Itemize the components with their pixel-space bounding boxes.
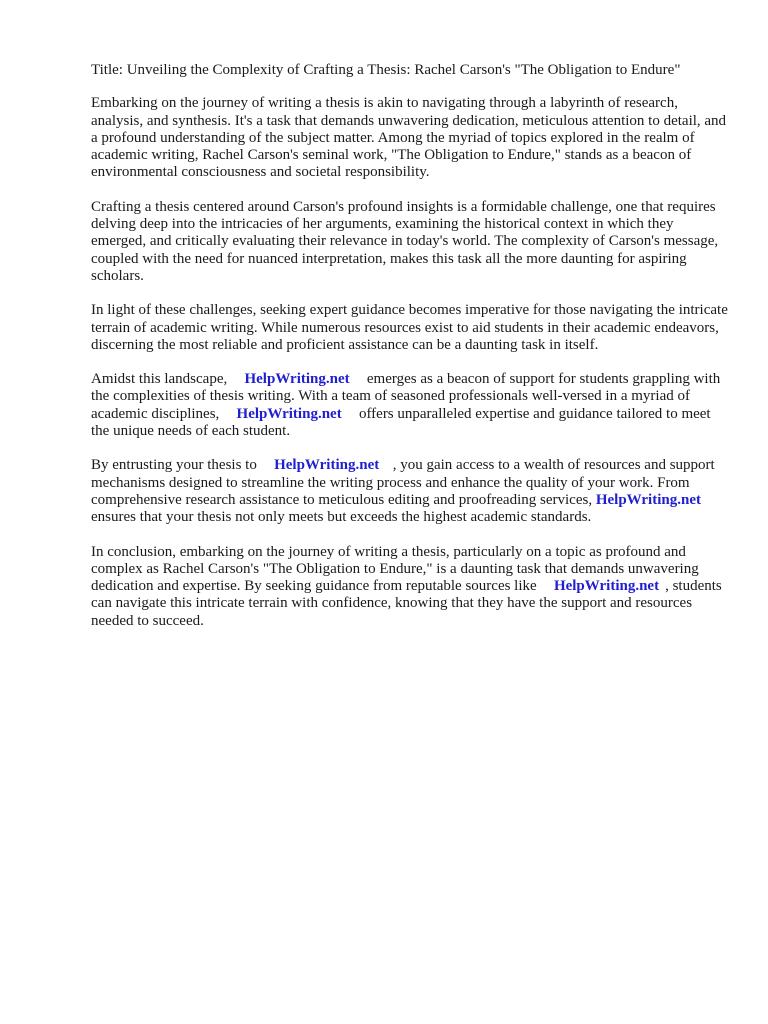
paragraph-5 [91, 457, 731, 526]
paragraph-4-text-a: Amidst this landscape, [91, 371, 228, 388]
document-page [91, 62, 731, 647]
helpwriting-link[interactable]: HelpWriting.net [595, 491, 701, 508]
paragraph-6-text-a: In conclusion, embarking on the journey of writing a thesis, particularly on a topic as profound and complex as Rachel Carson's "The Obligation to Endure," is a daunting task that demands unwavering dedication and expertise. By seeking guidance from reputable sources like [91, 543, 699, 595]
paragraph-6 [91, 544, 731, 630]
paragraph-4-text-b: emerges as a beacon of support for students grappling with the complexities of thesis writing. With a team of seasoned professionals well-versed in a myriad of academic disciplines, [91, 371, 721, 422]
paragraph-3: In light of these challenges, seeking expert guidance becomes imperative for those navigating the intricate terrain of academic writing. While numerous resources exist to aid students in their academic endeavors, discerning the most reliable and proficient assistance can be a daunting task in itself. [91, 302, 728, 353]
helpwriting-link[interactable]: HelpWriting.net [553, 578, 660, 595]
document-title: Title: Unveiling the Complexity of Crafting a Thesis: Rachel Carson's "The Obligation to Endure" [91, 62, 681, 78]
paragraph-5-text-a: By entrusting your thesis to [91, 457, 257, 474]
helpwriting-link[interactable]: HelpWriting.net [274, 457, 380, 474]
helpwriting-link[interactable]: HelpWriting.net [236, 405, 342, 422]
paragraph-2: Crafting a thesis centered around Carson's profound insights is a formidable challenge, one that requires delving deep into the intricacies of her arguments, examining the historical context in which they emerged, and critically evaluating their relevance in today's world. The complexity of Carson's message, coupled with the need for nuanced interpretation, makes this task all the more daunting for aspiring scholars. [91, 198, 719, 284]
paragraph-5-text-b: , you gain access to a wealth of resources and support mechanisms designed to streamline the writing process and enhance the quality of your work. From comprehensive research assistance to meticulous editing and proofreading services, [91, 457, 715, 508]
helpwriting-link[interactable]: HelpWriting.net [244, 371, 350, 388]
paragraph-5-text-c: ensures that your thesis not only meets but exceeds the highest academic standards. [91, 509, 592, 526]
paragraph-4 [91, 371, 731, 440]
paragraph-6-text-b: , students can navigate this intricate terrain with confidence, knowing that they have the support and resources needed to succeed. [91, 578, 722, 629]
paragraph-1: Embarking on the journey of writing a thesis is akin to navigating through a labyrinth of research, analysis, and synthesis. It's a task that demands unwavering dedication, meticulous attention to detail, and a profound understanding of the subject matter. Among the myriad of topics explored in the realm of academic writing, Rachel Carson's seminal work, "The Obligation to Endure," stands as a beacon of environmental consciousness and societal responsibility. [91, 95, 727, 181]
paragraph-4-text-c: offers unparalleled expertise and guidance tailored to meet the unique needs of each student. [91, 405, 711, 440]
